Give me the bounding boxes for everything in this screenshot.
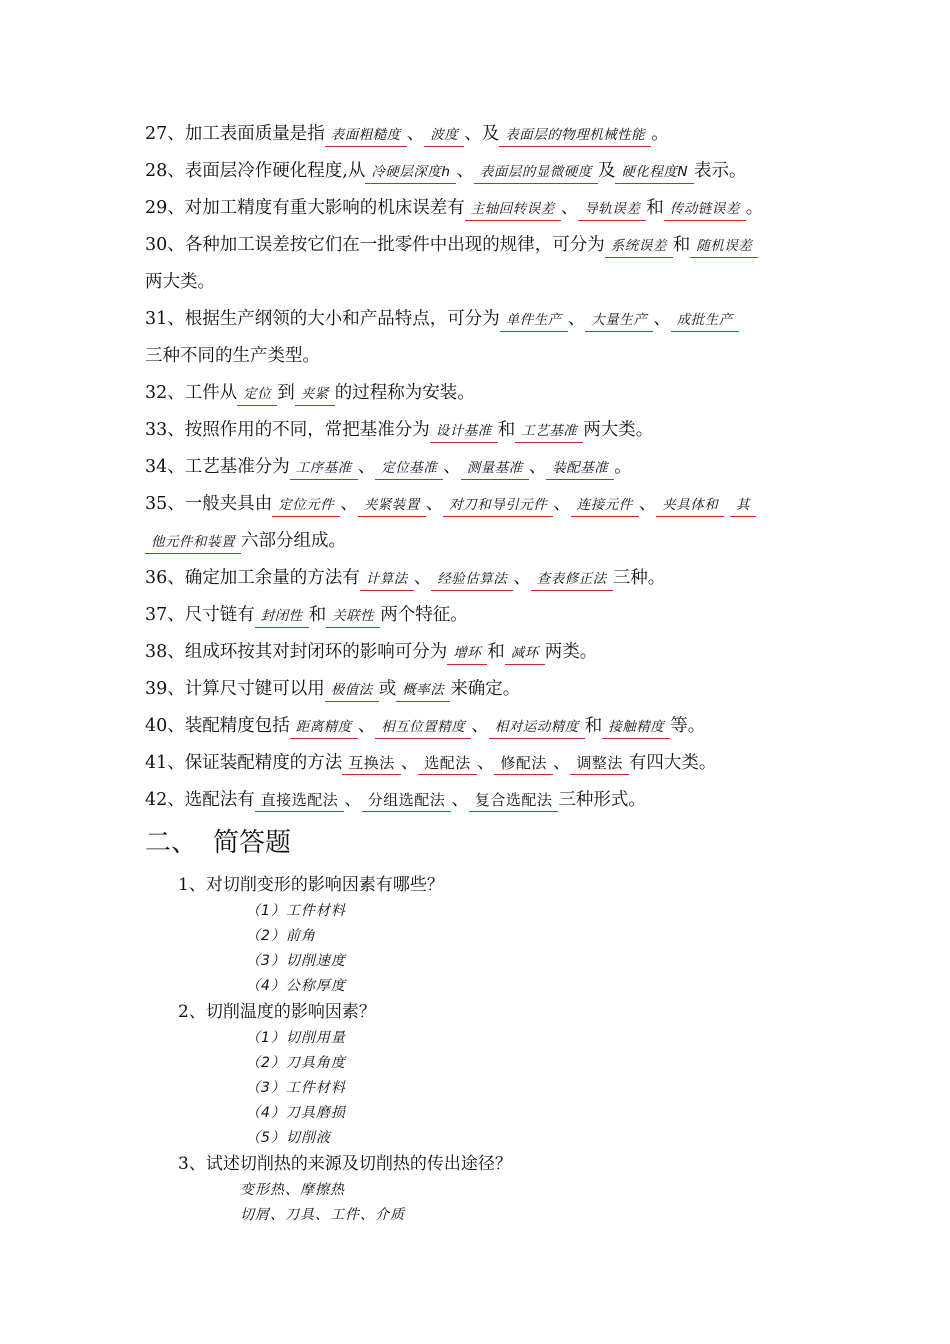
short-question: 2、切削温度的影响因素？ xyxy=(178,1002,376,1022)
answer-blank: 系统误差 xyxy=(605,236,673,258)
question-text: 39、计算尺寸键可以用 xyxy=(145,679,325,699)
question-text: 到 xyxy=(277,383,295,403)
question-text: 37、尺寸链有 xyxy=(145,605,255,625)
question-text: 30、各种加工误差按它们在一批零件中出现的规律，可分为 xyxy=(145,235,605,255)
section-number: 二、 xyxy=(145,828,198,858)
question-text: 42、选配法有 xyxy=(145,790,255,810)
answer-item: （1）切削用量 xyxy=(246,1030,346,1046)
question-text: 、 xyxy=(560,198,579,218)
answer-blank: 夹紧装置 xyxy=(358,495,426,517)
question-text: 。 xyxy=(614,457,632,477)
question-line xyxy=(145,116,815,153)
answer-item: 变形热、摩擦热 xyxy=(240,1182,345,1198)
question-text: 、 xyxy=(357,716,376,736)
answer-blank: 经验估算法 xyxy=(431,569,513,591)
answer-item: （2）前角 xyxy=(246,928,316,944)
question-text: 。 xyxy=(651,124,669,144)
question-text: 和 xyxy=(497,420,516,440)
answer-blank: 冷硬层深度h xyxy=(365,162,456,184)
question-text: 、 xyxy=(513,568,531,588)
answer-blank: 封闭性 xyxy=(255,606,309,628)
question-text: 、及 xyxy=(464,124,500,144)
answer-blank: 修配法 xyxy=(494,753,553,775)
question-text: 、 xyxy=(471,716,489,736)
answer-item: （4）公称厚度 xyxy=(246,978,346,994)
answer-blank: 大量生产 xyxy=(585,310,653,332)
question-text: 、 xyxy=(456,161,474,181)
answer-blank: 定位元件 xyxy=(272,495,340,517)
question-text: 或 xyxy=(378,679,397,699)
question-text: 、 xyxy=(476,753,495,773)
answer-item: 切屑、刀具、工件、介质 xyxy=(240,1207,405,1223)
question-line xyxy=(145,375,815,412)
answer-blank: 对刀和导引元件 xyxy=(443,495,553,517)
question-text: 38、组成环按其对封闭环的影响可分为 xyxy=(145,642,448,662)
answer-blank: 定位基准 xyxy=(375,458,443,480)
answer-blank: 互换法 xyxy=(342,753,401,775)
question-text: 、 xyxy=(552,753,571,773)
answer-blank: 定位 xyxy=(237,384,277,406)
question-line xyxy=(145,782,815,819)
question-text: 和 xyxy=(672,235,691,255)
question-text: 等。 xyxy=(670,716,706,736)
answer-blank: 工艺基准 xyxy=(515,421,583,443)
answer-blank: 连接元件 xyxy=(571,495,639,517)
question-line xyxy=(145,597,815,634)
question-text: 、 xyxy=(406,124,425,144)
question-text: 41、保证装配精度的方法 xyxy=(145,753,343,773)
answer-item: （1）工件材料 xyxy=(246,903,346,919)
question-text: 、 xyxy=(443,457,461,477)
section-title: 简答题 xyxy=(213,828,292,858)
answer-blank: 传动链误差 xyxy=(664,199,746,221)
question-line xyxy=(145,153,815,190)
question-text: 33、按照作用的不同，常把基准分为 xyxy=(145,420,430,440)
question-text: 和 xyxy=(646,198,664,218)
answer-blank: 其 xyxy=(730,495,756,517)
answer-item: （3）切削速度 xyxy=(246,953,346,969)
question-text: 及 xyxy=(597,161,616,181)
answer-blank: 接触精度 xyxy=(602,717,670,739)
question-line xyxy=(145,412,815,449)
answer-blank: 成批生产 xyxy=(671,310,739,332)
question-text: 三种不同的生产类型。 xyxy=(145,346,320,366)
question-text: 31、根据生产纲领的大小和产品特点，可分为 xyxy=(145,309,500,329)
question-text: 两类。 xyxy=(544,642,598,662)
question-text: 36、确定加工余量的方法有 xyxy=(145,568,360,588)
answer-blank: 关联性 xyxy=(326,606,380,628)
question-text: 、 xyxy=(653,309,671,329)
question-text: 、 xyxy=(451,790,469,810)
question-text: 三种形式。 xyxy=(558,790,646,810)
question-text: 和 xyxy=(308,605,327,625)
answer-blank: 减环 xyxy=(505,643,545,665)
answer-blank: 波度 xyxy=(424,125,464,147)
question-text: 来确定。 xyxy=(450,679,521,699)
question-text: 两大类。 xyxy=(145,272,215,292)
question-text: 35、一般夹具由 xyxy=(145,494,273,514)
short-answer-questions xyxy=(178,872,818,1228)
question-text: 32、工件从 xyxy=(145,383,238,403)
question-text: 、 xyxy=(357,457,376,477)
question-text: 的过程称为安装。 xyxy=(334,383,475,403)
question-text: 三种。 xyxy=(612,568,666,588)
question-line xyxy=(145,338,815,375)
question-text: 和 xyxy=(487,642,505,662)
answer-blank: 夹紧 xyxy=(295,384,335,406)
question-line xyxy=(145,708,815,745)
question-text: 两大类。 xyxy=(583,420,654,440)
answer-blank: 测量基准 xyxy=(461,458,529,480)
answer-blank: 极值法 xyxy=(325,680,379,702)
answer-blank: 他元件和装置 xyxy=(145,532,241,554)
answer-blank: 直接选配法 xyxy=(255,790,345,812)
answer-item: （4）刀具磨损 xyxy=(246,1105,346,1121)
answer-item: （3）工件材料 xyxy=(246,1080,346,1096)
question-line xyxy=(145,560,815,597)
answer-blank: 设计基准 xyxy=(430,421,498,443)
answer-blank: 表面层的物理机械性能 xyxy=(499,125,651,147)
question-line xyxy=(145,634,815,671)
question-text: 29、对加工精度有重大影响的机床误差有 xyxy=(145,198,465,218)
answer-blank: 随机误差 xyxy=(690,236,758,258)
answer-item: （5）切削液 xyxy=(246,1130,331,1146)
question-line xyxy=(145,227,815,264)
question-line xyxy=(145,449,815,486)
question-line xyxy=(145,301,815,338)
answer-blank: 复合选配法 xyxy=(469,790,559,812)
answer-blank: 夹具体和 xyxy=(656,495,724,517)
answer-blank: 计算法 xyxy=(360,569,414,591)
question-line xyxy=(145,745,815,782)
question-text: 34、工艺基准分为 xyxy=(145,457,290,477)
answer-blank: 单件生产 xyxy=(500,310,568,332)
question-text: 。 xyxy=(745,198,764,218)
answer-blank: 距离精度 xyxy=(290,717,358,739)
question-line xyxy=(145,486,815,523)
question-text: 、 xyxy=(425,494,444,514)
answer-blank: 导轨误差 xyxy=(578,199,646,221)
question-line xyxy=(145,523,815,560)
question-text: 、 xyxy=(400,753,419,773)
answer-blank: 选配法 xyxy=(418,753,477,775)
answer-blank: 表面层的显微硬度 xyxy=(474,162,598,184)
answer-blank: 工序基准 xyxy=(290,458,358,480)
question-line xyxy=(145,671,815,708)
question-text: 、 xyxy=(638,494,657,514)
question-text: 、 xyxy=(567,309,586,329)
question-text: 两个特征。 xyxy=(380,605,468,625)
answer-blank: 增环 xyxy=(447,643,487,665)
question-text: 40、装配精度包括 xyxy=(145,716,290,736)
question-text: 、 xyxy=(413,568,432,588)
question-text: 、 xyxy=(344,790,362,810)
question-text: 、 xyxy=(528,457,547,477)
question-text: 、 xyxy=(553,494,571,514)
question-text: 和 xyxy=(584,716,603,736)
section-heading xyxy=(145,822,291,859)
fill-in-questions xyxy=(145,116,815,819)
short-question: 1、对切削变形的影响因素有哪些？ xyxy=(178,875,444,895)
answer-blank: 相对运动精度 xyxy=(489,717,585,739)
question-text: 27、加工表面质量是指 xyxy=(145,124,325,144)
question-text: 六部分组成。 xyxy=(241,531,346,551)
question-text: 有四大类。 xyxy=(628,753,717,773)
answer-blank: 主轴回转误差 xyxy=(465,199,561,221)
question-line xyxy=(145,190,815,227)
answer-blank: 查表修正法 xyxy=(531,569,613,591)
answer-blank: 概率法 xyxy=(396,680,450,702)
question-text: 28、表面层冷作硬化程度,从 xyxy=(145,161,366,181)
answer-blank: 表面粗糙度 xyxy=(325,125,407,147)
answer-blank: 分组选配法 xyxy=(362,790,452,812)
answer-blank: 硬化程度N xyxy=(615,162,694,184)
short-question: 3、试述切削热的来源及切削热的传出途径？ xyxy=(178,1154,512,1174)
question-text: 、 xyxy=(340,494,358,514)
question-text: 表示。 xyxy=(694,161,747,181)
question-line xyxy=(145,264,815,301)
answer-blank: 相互位置精度 xyxy=(375,717,471,739)
answer-item: （2）刀具角度 xyxy=(246,1055,346,1071)
answer-blank: 调整法 xyxy=(570,753,629,775)
answer-blank: 装配基准 xyxy=(546,458,614,480)
